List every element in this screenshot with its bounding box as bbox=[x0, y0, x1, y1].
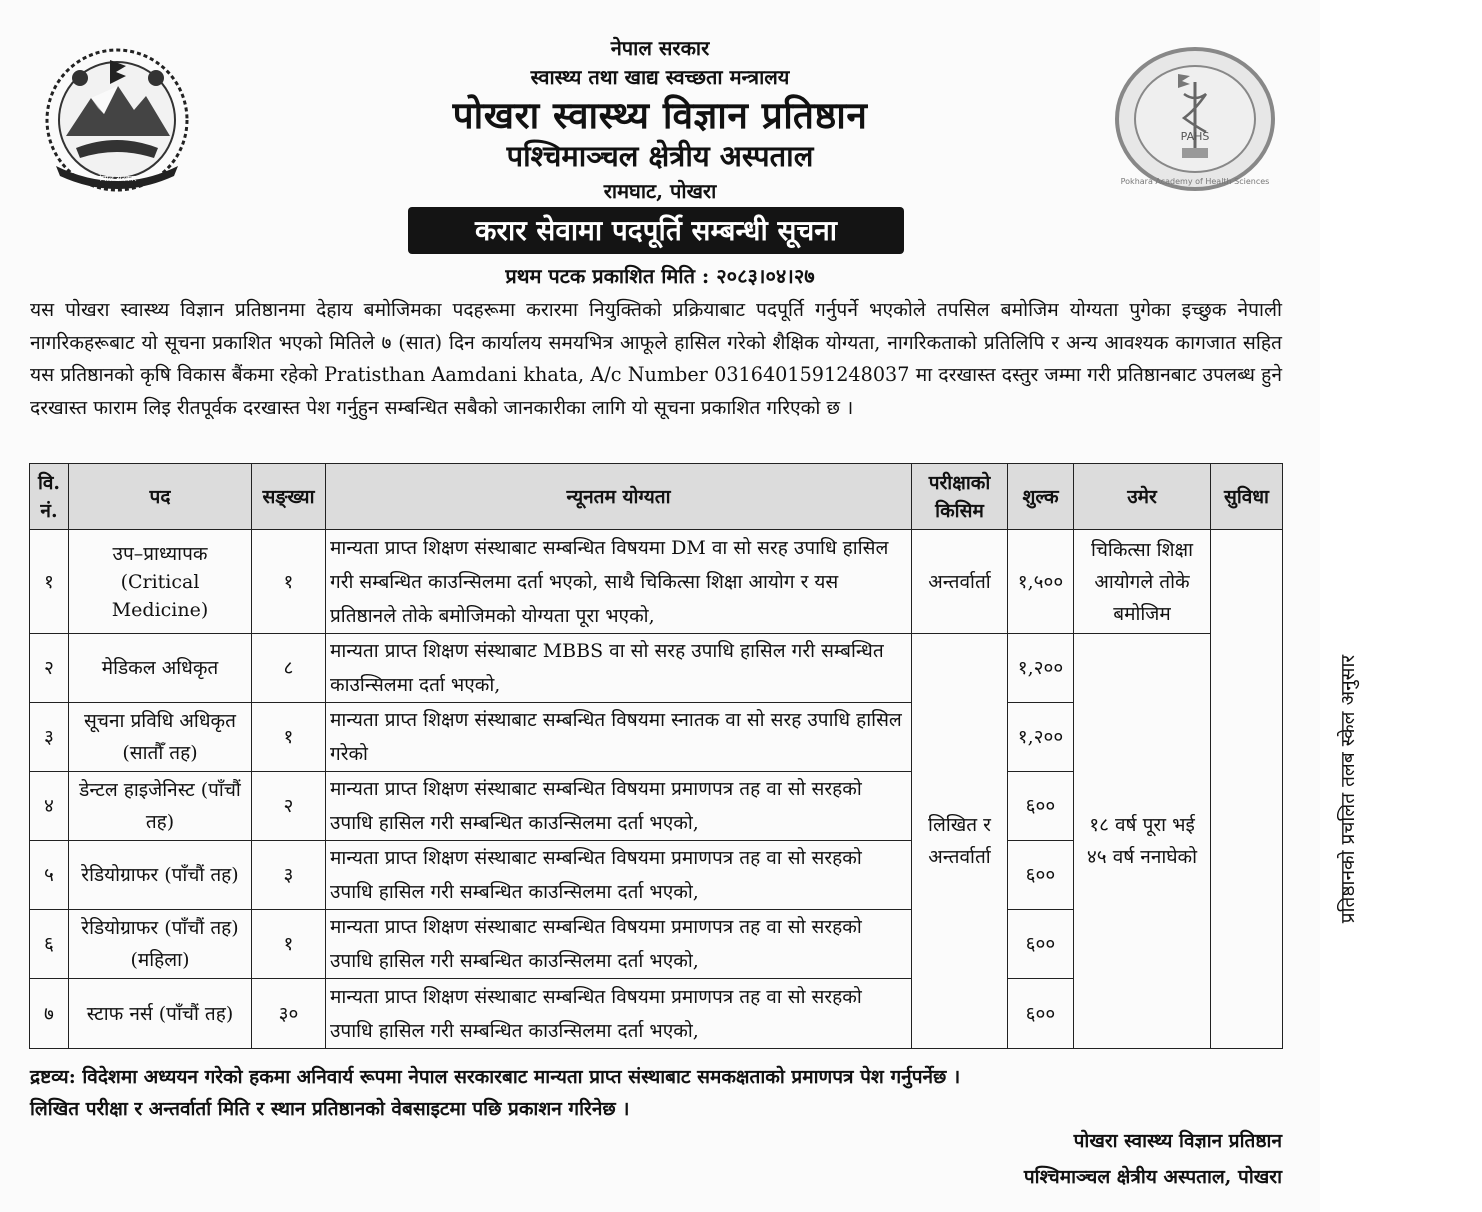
cell-count: १ bbox=[252, 530, 326, 634]
cell-qualification: मान्यता प्राप्त शिक्षण संस्थाबाट सम्बन्धित विषयमा स्नातक वा सो सरह उपाधि हासिल गरेको bbox=[326, 703, 912, 772]
institution-name: पोखरा स्वास्थ्य विज्ञान प्रतिष्ठान bbox=[452, 93, 868, 137]
publish-date: प्रथम पटक प्रकाशित मिति : २०८३।०४।२७ bbox=[505, 264, 815, 288]
cell-count: ८ bbox=[252, 634, 326, 703]
cell-post: डेन्टल हाइजेनिस्ट (पाँचौं तह) bbox=[69, 772, 252, 841]
vacancy-table bbox=[29, 463, 1360, 1049]
hospital-name: पश्चिमाञ्चल क्षेत्रीय अस्पताल bbox=[506, 139, 814, 173]
cell-qualification: मान्यता प्राप्त शिक्षण संस्थाबाट सम्बन्धित विषयमा प्रमाणपत्र तह वा सो सरहको उपाधि हासिल गरी सम्बन्धित काउन्सिलमा दर्ता भएको, bbox=[326, 772, 912, 841]
table-header-row bbox=[30, 464, 1283, 530]
cell-qualification: मान्यता प्राप्त शिक्षण संस्थाबाट सम्बन्धित विषयमा प्रमाणपत्र तह वा सो सरहको उपाधि हासिल गरी सम्बन्धित काउन्सिलमा दर्ता भएको, bbox=[326, 979, 912, 1049]
cell-exam: अन्तर्वार्ता bbox=[912, 530, 1008, 634]
cell-post: स्टाफ नर्स (पाँचौं तह) bbox=[69, 979, 252, 1049]
cell-post: सूचना प्रविधि अधिकृत (सातौँ तह) bbox=[69, 703, 252, 772]
government-name: नेपाल सरकार bbox=[610, 36, 710, 60]
intro-paragraph: यस पोखरा स्वास्थ्य विज्ञान प्रतिष्ठानमा देहाय बमोजिमका पदहरूमा करारमा नियुक्तिको प्रक्रियाबाट पदपूर्ति गर्नुपर्ने भएकोले तपसिल बमोजिम योग्यता पुगेका इच्छुक नेपाली नागरिकहरूबाट यो सूचना प्रकाशित भएको मितिले ७ (सात) दिन कार्यालय समयभित्र आफूले हासिल गरेको शैक्षिक योग्यता, नागरिकताको प्रतिलिपि र अन्य आवश्यक कागजात सहित यस प्रतिष्ठानको कृषि विकास बैंकमा रहेको Pratisthan Aamdani khata, A/c Number 0316401591248037 मा दरखास्त दस्तुर जम्मा गरी प्रतिष्ठानबाट उपलब्ध हुने दरखास्त फाराम लिइ रीतपूर्वक दरखास्त पेश गर्नुहुन सम्बन्धित सबैको जानकारीका लागि यो सूचना प्रकाशित गरिएको छ । bbox=[30, 298, 1282, 419]
col-header-facility: सुविधा bbox=[1211, 464, 1283, 530]
cell-sn: ५ bbox=[30, 841, 69, 910]
cell-count: १ bbox=[252, 910, 326, 979]
svg-text:नेपाल सरकार: नेपाल सरकार bbox=[97, 174, 137, 183]
col-header-qualification: न्यूनतम योग्यता bbox=[326, 464, 912, 530]
cell-post: रेडियोग्राफर (पाँचौं तह) (महिला) bbox=[69, 910, 252, 979]
cell-age: १८ वर्ष पूरा भई ४५ वर्ष ननाघेको bbox=[1074, 634, 1211, 1049]
cell-sn: ४ bbox=[30, 772, 69, 841]
col-header-count: सङ्ख्या bbox=[252, 464, 326, 530]
table-row bbox=[30, 530, 1283, 634]
cell-count: २ bbox=[252, 772, 326, 841]
cell-count: १ bbox=[252, 703, 326, 772]
note-foreign-study: द्रष्टव्य: विदेशमा अध्ययन गरेको हकमा अनिवार्य रूपमा नेपाल सरकारबाट मान्यता प्राप्त संस्थाबाट समकक्षताको प्रमाणपत्र पेश गर्नुपर्नेछ । bbox=[30, 1066, 961, 1088]
pahs-seal-icon bbox=[1112, 44, 1278, 194]
cell-sn: ७ bbox=[30, 979, 69, 1049]
cell-exam: लिखित र अन्तर्वार्ता bbox=[912, 634, 1008, 1049]
facility-text: प्रतिष्ठानको प्रचलित तलब स्केल अनुसार bbox=[1337, 654, 1360, 924]
cell-fee: ६०० bbox=[1008, 979, 1074, 1049]
cell-qualification: मान्यता प्राप्त शिक्षण संस्थाबाट सम्बन्धित विषयमा प्रमाणपत्र तह वा सो सरहको उपाधि हासिल गरी सम्बन्धित काउन्सिलमा दर्ता भएको, bbox=[326, 910, 912, 979]
cell-fee: १,२०० bbox=[1008, 703, 1074, 772]
cell-facility bbox=[1211, 530, 1360, 1049]
cell-post: मेडिकल अधिकृत bbox=[69, 634, 252, 703]
cell-sn: ६ bbox=[30, 910, 69, 979]
col-header-sn: वि. नं. bbox=[30, 464, 69, 530]
cell-post: रेडियोग्राफर (पाँचौं तह) bbox=[69, 841, 252, 910]
cell-qualification: मान्यता प्राप्त शिक्षण संस्थाबाट MBBS वा सो सरह उपाधि हासिल गरी सम्बन्धित काउन्सिलमा दर्ता भएको, bbox=[326, 634, 912, 703]
cell-qualification: मान्यता प्राप्त शिक्षण संस्थाबाट सम्बन्धित विषयमा प्रमाणपत्र तह वा सो सरहको उपाधि हासिल गरी सम्बन्धित काउन्सिलमा दर्ता भएको, bbox=[326, 841, 912, 910]
table-row bbox=[30, 634, 1283, 703]
cell-sn: २ bbox=[30, 634, 69, 703]
cell-count: ३० bbox=[252, 979, 326, 1049]
cell-count: ३ bbox=[252, 841, 326, 910]
cell-fee: १,५०० bbox=[1008, 530, 1074, 634]
col-header-age: उमेर bbox=[1074, 464, 1211, 530]
location: रामघाट, पोखरा bbox=[603, 179, 717, 203]
cell-sn: ३ bbox=[30, 703, 69, 772]
cell-age: चिकित्सा शिक्षा आयोगले तोके बमोजिम bbox=[1074, 530, 1211, 634]
col-header-exam: परीक्षाको किसिम bbox=[912, 464, 1008, 530]
signature-institution: पोखरा स्वास्थ्य विज्ञान प्रतिष्ठान bbox=[1073, 1130, 1282, 1152]
cell-qualification: मान्यता प्राप्त शिक्षण संस्थाबाट सम्बन्धित विषयमा DM वा सो सरह उपाधि हासिल गरी सम्बन्धित काउन्सिलमा दर्ता भएको, साथै चिकित्सा शिक्षा आयोग र यस प्रतिष्ठानले तोके बमोजिमको योग्यता पूरा भएको, bbox=[326, 530, 912, 634]
col-header-fee: शुल्क bbox=[1008, 464, 1074, 530]
col-header-post: पद bbox=[69, 464, 252, 530]
notice-title: करार सेवामा पदपूर्ति सम्बन्धी सूचना bbox=[408, 207, 904, 254]
note-exam-date: लिखित परीक्षा र अन्तर्वार्ता मिति र स्थान प्रतिष्ठानको वेबसाइटमा पछि प्रकाशन गरिनेछ । bbox=[30, 1098, 630, 1120]
cell-fee: १,२०० bbox=[1008, 634, 1074, 703]
nepal-government-emblem-icon bbox=[36, 36, 198, 198]
ministry-name: स्वास्थ्य तथा खाद्य स्वच्छता मन्त्रालय bbox=[530, 65, 790, 89]
cell-sn: १ bbox=[30, 530, 69, 634]
signature-hospital: पश्चिमाञ्चल क्षेत्रीय अस्पताल, पोखरा bbox=[1023, 1166, 1282, 1188]
cell-post: उप–प्राध्यापक (Critical Medicine) bbox=[69, 530, 252, 634]
cell-fee: ६०० bbox=[1008, 910, 1074, 979]
cell-fee: ६०० bbox=[1008, 841, 1074, 910]
svg-text:PAHS: PAHS bbox=[1180, 130, 1210, 143]
cell-fee: ६०० bbox=[1008, 772, 1074, 841]
svg-text:Pokhara Academy of Health Scie: Pokhara Academy of Health Sciences bbox=[1120, 177, 1270, 186]
